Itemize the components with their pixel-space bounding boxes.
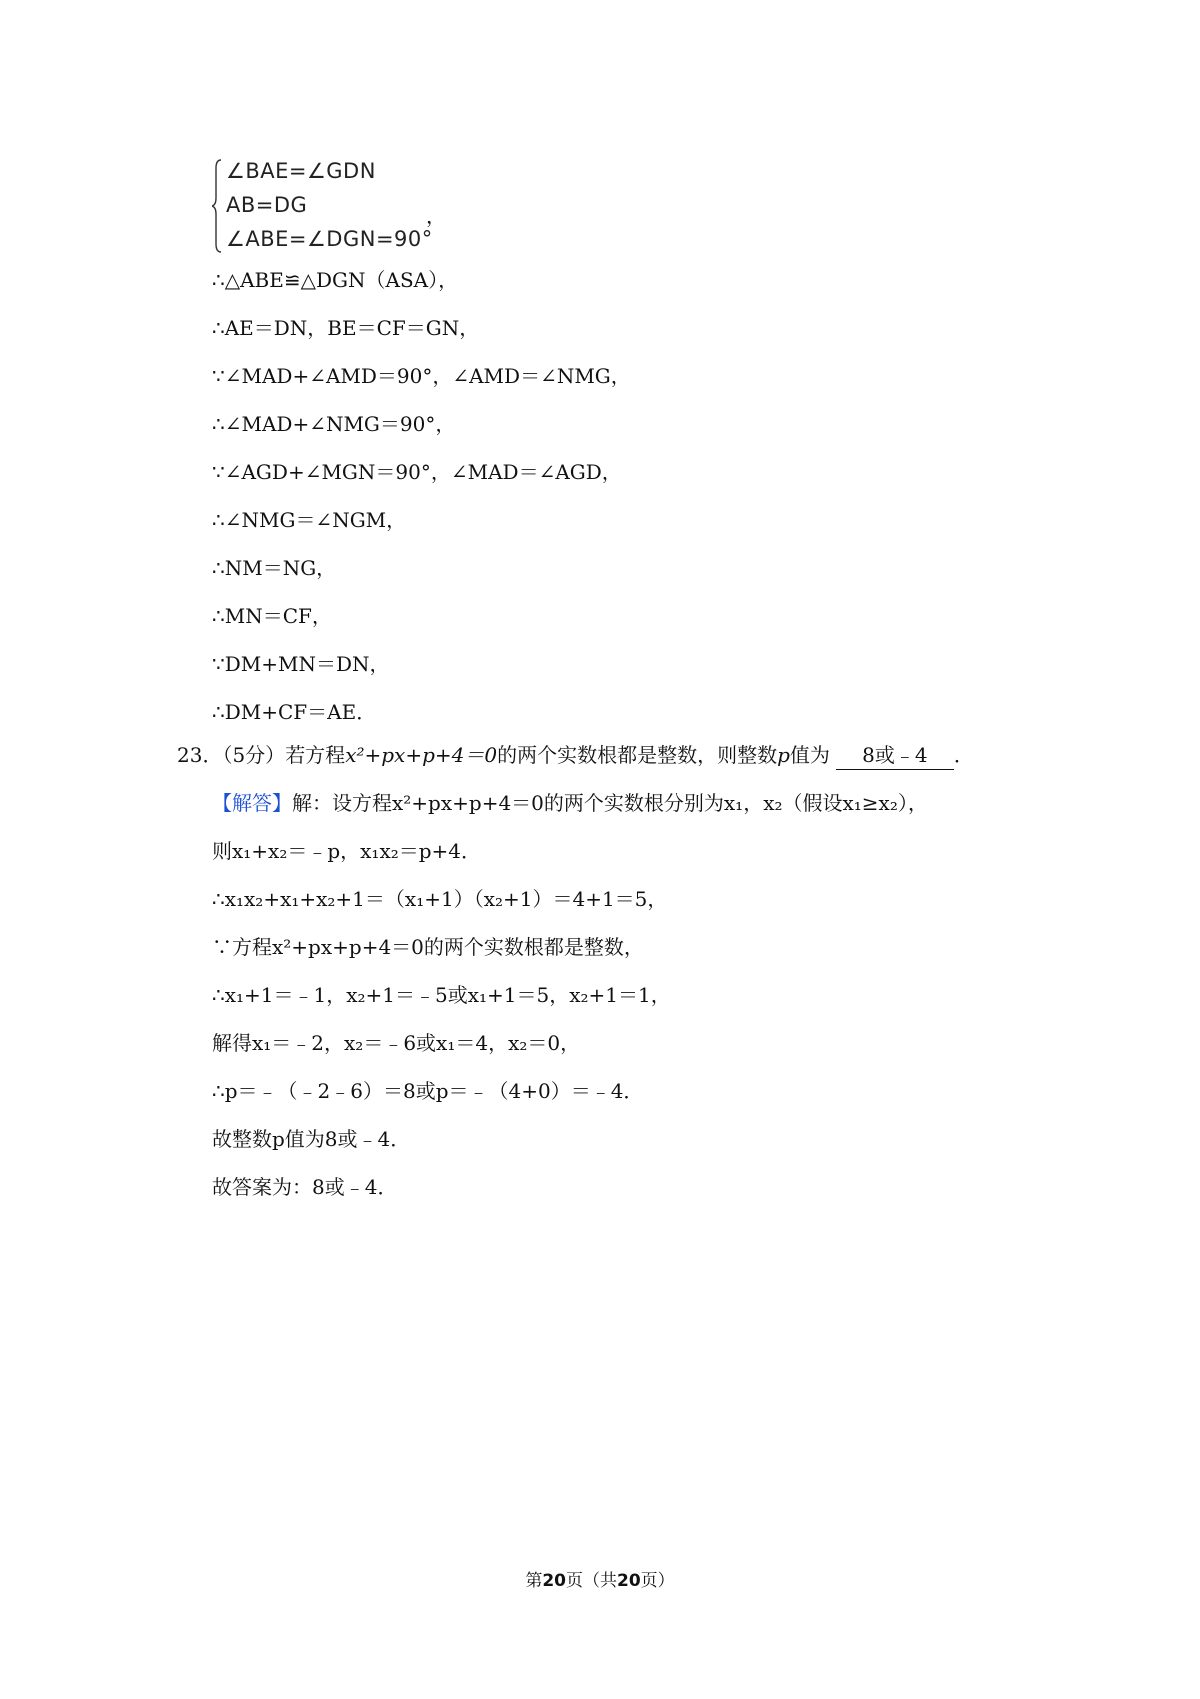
footer-suffix: 页） — [640, 1571, 675, 1591]
left-brace-icon — [212, 158, 222, 254]
proof-line-8: ∴MN＝CF， — [212, 604, 332, 628]
proof-line-7: ∴NM＝NG， — [212, 556, 337, 580]
question-text-middle: 的两个实数根都是整数，则整数 — [497, 743, 778, 767]
system-trailing-comma: ， — [426, 204, 446, 228]
solution-tag: 【解答】 — [212, 791, 292, 815]
proof-line-5: ∵∠AGD+∠MGN＝90°，∠MAD＝∠AGD， — [212, 460, 622, 484]
question-23 — [177, 741, 974, 770]
question-text-after: 值为 — [789, 743, 830, 767]
footer-prefix: 第 — [525, 1571, 543, 1591]
solution-line-3: ∴x₁x₂+x₁+x₂+1＝（x₁+1）（x₂+1）＝4+1＝5， — [212, 887, 668, 911]
proof-line-1: ∴△ABE≌△DGN（ASA）， — [212, 268, 459, 292]
solution-line-7: ∴p＝﹣（﹣2﹣6）＝8或p＝﹣（4+0）＝﹣4． — [212, 1079, 644, 1103]
question-text-before: 若方程 — [285, 743, 346, 767]
proof-line-2: ∴AE＝DN，BE＝CF＝GN， — [212, 316, 480, 340]
solution-line-1 — [212, 789, 928, 817]
solution-line-9: 故答案为：8或﹣4． — [212, 1175, 398, 1199]
question-number: 23． — [177, 743, 223, 767]
proof-line-4: ∴∠MAD+∠NMG＝90°， — [212, 412, 456, 436]
system-row-2: AB=DG — [226, 193, 308, 217]
footer-page-number: 20 — [542, 1571, 566, 1591]
question-variable: p — [777, 743, 790, 767]
answer-blank: 8或﹣4 — [836, 741, 954, 770]
proof-line-10: ∴DM+CF＝AE． — [212, 700, 377, 724]
footer-middle: 页（共 — [566, 1571, 617, 1591]
question-equation: x²+px+p+4＝0 — [345, 743, 498, 767]
solution-line-8: 故整数p值为8或﹣4． — [212, 1127, 411, 1151]
system-row-3: ∠ABE=∠DGN=90° — [226, 227, 433, 251]
solution-text-1: 解：设方程x²+px+p+4＝0的两个实数根分别为x₁，x₂（假设x₁≥x₂）， — [292, 791, 928, 815]
solution-line-5: ∴x₁+1＝﹣1，x₂+1＝﹣5或x₁+1＝5，x₂+1＝1， — [212, 983, 671, 1007]
proof-line-9: ∵DM+MN＝DN， — [212, 652, 390, 676]
equation-system — [212, 158, 452, 254]
solution-line-2: 则x₁+x₂＝﹣p，x₁x₂＝p+4． — [212, 839, 482, 863]
question-end: ． — [953, 743, 974, 767]
solution-line-4: ∵方程x²+px+p+4＝0的两个实数根都是整数， — [212, 935, 644, 959]
page-footer — [0, 1566, 1200, 1591]
proof-line-6: ∴∠NMG＝∠NGM， — [212, 508, 407, 532]
system-row-1: ∠BAE=∠GDN — [226, 159, 376, 183]
proof-line-3: ∵∠MAD+∠AMD＝90°，∠AMD＝∠NMG， — [212, 364, 631, 388]
solution-line-6: 解得x₁＝﹣2，x₂＝﹣6或x₁＝4，x₂＝0， — [212, 1031, 581, 1055]
question-score: （5分） — [222, 743, 286, 767]
footer-total-pages: 20 — [617, 1571, 641, 1591]
